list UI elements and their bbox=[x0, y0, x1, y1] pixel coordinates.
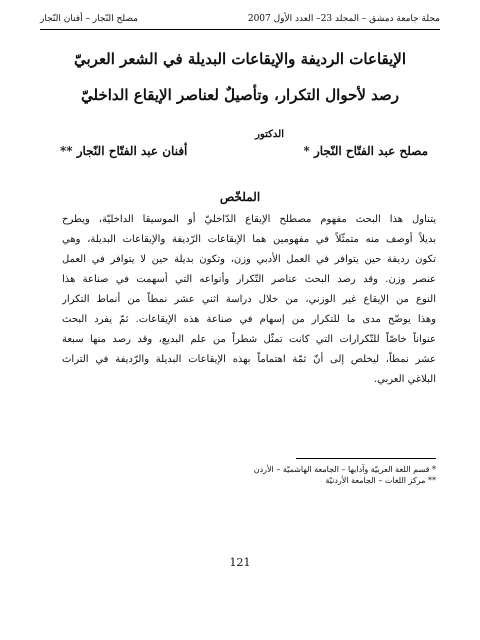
abstract-line: بديلاً أوصف منه متمثّلاً في مفهومين هما الإيقاعات الرّديفة والإيقاعات البديلة، وهي bbox=[62, 234, 436, 245]
abstract-line: وهذا يوضّح مدى ما للتكرار من إسهام في صناعة هذه الإيقاعات. ثمّ يفرد البحث bbox=[62, 314, 436, 325]
footnotes bbox=[254, 464, 436, 486]
abstract-line: عنواناً خاصّاً للتّكرارات التي كانت تمثّل شطراً من علم البديع، وقد رصد منها سبعة bbox=[62, 334, 436, 345]
title-line-1: الإيقاعات الرديفة والإيقاعات البديلة في الشعر العربيّ bbox=[73, 50, 407, 68]
abstract-line: النوع من الإيقاع غير الوزني، من خلال دراسة اثني عشر نمطاً من أنماط التكرار bbox=[62, 294, 436, 305]
abstract-line: البلاغي العربي. bbox=[373, 374, 436, 385]
abstract-line: يتناول هذا البحث مفهوم مصطلح الإيقاع الدّاخليّ أو الموسيقا الداخليّة، ويطرح bbox=[62, 214, 436, 225]
author-2: أفنان عبد الفتّاح النّجار ** bbox=[60, 144, 188, 158]
abstract-line: عنصر وزن. وقد رصد البحث عناصر التّكرار وأنواعه التي أسهمت في صناعة هذا bbox=[62, 274, 436, 285]
running-header-journal: مجلة جامعة دمشق – المجلد 23– العدد الأول 2007 bbox=[247, 14, 440, 24]
byline-authors bbox=[60, 144, 428, 158]
title-line-2: رصد لأحوال التكرار، وتأصيلٌ لعناصر الإيقاع الداخليّ bbox=[81, 86, 399, 104]
abstract-heading: الملخّص bbox=[219, 190, 261, 204]
header-rule bbox=[40, 29, 440, 30]
page-number: 121 bbox=[229, 556, 251, 569]
abstract-body bbox=[62, 210, 436, 390]
running-header-authors: مصلح النّجار – أفنان النّجار bbox=[40, 14, 138, 24]
author-1: مصلح عبد الفتّاح النّجار * bbox=[303, 144, 428, 158]
footnote-2: ** مركز اللغات – الجامعة الأردنيّة bbox=[325, 476, 436, 485]
abstract-line: عشر نمطاً، ليخلص إلى أنّ ثمّة اهتماماً بهذه الإيقاعات البديلة والرّديفة في التراث bbox=[62, 354, 436, 365]
byline-label: الدكتور bbox=[255, 129, 284, 140]
abstract-line: تكون رديفة حين يتوافر في العمل الأدبي وزن، وتكون بديلة حين لا يتوافر في العمل bbox=[62, 254, 436, 265]
footnote-1: * قسم اللغة العربيّة وآدابها – الجامعة الهاشميّة – الأردن bbox=[253, 465, 436, 474]
running-header bbox=[40, 12, 440, 26]
footnote-rule bbox=[296, 458, 436, 459]
